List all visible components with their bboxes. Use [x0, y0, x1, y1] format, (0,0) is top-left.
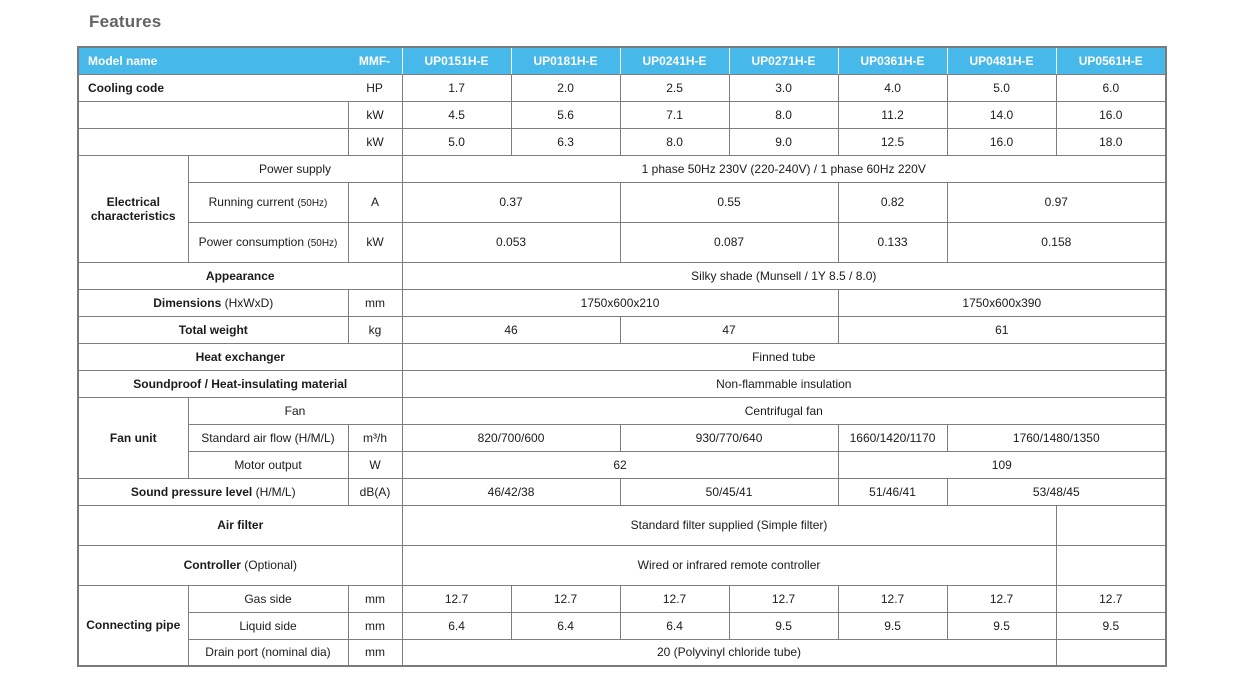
- sound-pressure-value: 46/42/38: [402, 478, 620, 505]
- soundproof-label: Soundproof / Heat-insulating material: [78, 370, 402, 397]
- sound-pressure-value: 51/46/41: [838, 478, 947, 505]
- dimensions-label-cell: [78, 289, 348, 316]
- sound-pressure-note: (H/M/L): [255, 484, 296, 499]
- cooling-code-label-cell: [78, 74, 402, 101]
- heating-capacity-value: 18.0: [1056, 128, 1166, 155]
- model-header-1: UP0181H-E: [511, 47, 620, 74]
- power-consumption-label: Power consumption: [198, 235, 305, 249]
- air-flow-value: 1660/1420/1170: [838, 424, 947, 451]
- total-weight-value: 47: [620, 316, 838, 343]
- running-current-label: Running current: [208, 195, 295, 209]
- air-flow-value: 820/700/600: [402, 424, 620, 451]
- cooling-code-value: 5.0: [947, 74, 1056, 101]
- heating-capacity-value: 16.0: [947, 128, 1056, 155]
- row-motor-output: [78, 451, 1166, 478]
- heat-exchanger-value: Finned tube: [402, 343, 1166, 370]
- liquid-side-label: Liquid side: [188, 612, 348, 639]
- fan-label: Fan: [188, 397, 402, 424]
- heating-capacity-unit: kW: [348, 128, 402, 155]
- gas-side-value: 12.7: [1056, 585, 1166, 612]
- row-liquid-side: [78, 612, 1166, 639]
- gas-side-value: 12.7: [511, 585, 620, 612]
- heating-capacity-label: Heating capacity: [78, 128, 348, 155]
- air-flow-label: Standard air flow (H/M/L): [188, 424, 348, 451]
- model-header-5: UP0481H-E: [947, 47, 1056, 74]
- heating-capacity-value: 9.0: [729, 128, 838, 155]
- cooling-capacity-unit: kW: [348, 101, 402, 128]
- sound-pressure-label: Sound pressure level: [130, 484, 253, 499]
- soundproof-value: Non-flammable insulation: [402, 370, 1166, 397]
- row-dimensions: [78, 289, 1166, 316]
- drain-port-empty-cell: [1056, 639, 1166, 666]
- running-current-unit: A: [348, 182, 402, 222]
- running-current-note: (50Hz): [297, 198, 328, 209]
- cooling-code-unit: HP: [366, 80, 383, 95]
- cooling-capacity-value: 14.0: [947, 101, 1056, 128]
- model-name-label: Model name: [88, 53, 158, 68]
- model-name-header-cell: [78, 47, 402, 74]
- cooling-capacity-value: 8.0: [729, 101, 838, 128]
- total-weight-value: 46: [402, 316, 620, 343]
- sound-pressure-value: 50/45/41: [620, 478, 838, 505]
- row-cooling-code: [78, 74, 1166, 101]
- heating-capacity-value: 5.0: [402, 128, 511, 155]
- row-drain-port: [78, 639, 1166, 666]
- row-appearance: [78, 262, 1166, 289]
- gas-side-unit: mm: [348, 585, 402, 612]
- cooling-capacity-value: 4.5: [402, 101, 511, 128]
- running-current-value: 0.55: [620, 182, 838, 222]
- sound-pressure-value: 53/48/45: [947, 478, 1166, 505]
- motor-output-value: 109: [838, 451, 1166, 478]
- model-header-6: UP0561H-E: [1056, 47, 1166, 74]
- row-cooling-capacity: [78, 101, 1166, 128]
- gas-side-value: 12.7: [402, 585, 511, 612]
- sound-pressure-label-cell: [78, 478, 348, 505]
- drain-port-value: 20 (Polyvinyl chloride tube): [402, 639, 1056, 666]
- cooling-code-value: 4.0: [838, 74, 947, 101]
- power-consumption-note: (50Hz): [307, 238, 338, 249]
- motor-output-label: Motor output: [188, 451, 348, 478]
- drain-port-unit: mm: [348, 639, 402, 666]
- dimensions-note: (HxWxD): [224, 295, 274, 310]
- heating-capacity-value: 8.0: [620, 128, 729, 155]
- cooling-code-value: 3.0: [729, 74, 838, 101]
- air-filter-empty-cell: [1056, 505, 1166, 545]
- row-controller: [78, 545, 1166, 585]
- cooling-capacity-value: 11.2: [838, 101, 947, 128]
- power-consumption-unit: kW: [348, 222, 402, 262]
- connecting-pipe-group-label: Connecting pipe: [78, 585, 188, 666]
- row-model-name: [78, 47, 1166, 74]
- liquid-side-value: 6.4: [511, 612, 620, 639]
- gas-side-value: 12.7: [838, 585, 947, 612]
- model-unit-prefix: MMF-: [358, 53, 391, 68]
- heating-capacity-value: 12.5: [838, 128, 947, 155]
- liquid-side-value: 9.5: [1056, 612, 1166, 639]
- power-consumption-value: 0.158: [947, 222, 1166, 262]
- row-air-filter: [78, 505, 1166, 545]
- controller-label: Controller: [183, 558, 241, 572]
- row-gas-side: [78, 585, 1166, 612]
- running-current-value: 0.97: [947, 182, 1166, 222]
- cooling-code-value: 6.0: [1056, 74, 1166, 101]
- cooling-code-value: 2.5: [620, 74, 729, 101]
- total-weight-value: 61: [838, 316, 1166, 343]
- controller-label-cell: [78, 545, 402, 585]
- controller-empty-cell: [1056, 545, 1166, 585]
- liquid-side-value: 6.4: [402, 612, 511, 639]
- dimensions-label: Dimensions: [153, 295, 222, 310]
- model-header-3: UP0271H-E: [729, 47, 838, 74]
- power-supply-label: Power supply: [188, 155, 402, 182]
- cooling-capacity-value: 7.1: [620, 101, 729, 128]
- heating-capacity-value: 6.3: [511, 128, 620, 155]
- total-weight-label: Total weight: [78, 316, 348, 343]
- running-current-value: 0.82: [838, 182, 947, 222]
- row-air-flow: [78, 424, 1166, 451]
- power-consumption-value: 0.087: [620, 222, 838, 262]
- power-consumption-label-cell: [188, 222, 348, 262]
- drain-port-label: Drain port (nominal dia): [188, 639, 348, 666]
- controller-note: (Optional): [244, 558, 297, 572]
- air-flow-value: 930/770/640: [620, 424, 838, 451]
- running-current-value: 0.37: [402, 182, 620, 222]
- air-flow-value: 1760/1480/1350: [947, 424, 1166, 451]
- running-current-label-cell: [188, 182, 348, 222]
- gas-side-value: 12.7: [620, 585, 729, 612]
- dimensions-unit: mm: [348, 289, 402, 316]
- model-header-2: UP0241H-E: [620, 47, 729, 74]
- gas-side-label: Gas side: [188, 585, 348, 612]
- row-soundproof: [78, 370, 1166, 397]
- row-sound-pressure: [78, 478, 1166, 505]
- electrical-group-label: Electrical characteristics: [78, 155, 188, 262]
- liquid-side-value: 9.5: [729, 612, 838, 639]
- total-weight-unit: kg: [348, 316, 402, 343]
- row-fan: [78, 397, 1166, 424]
- dimensions-value: 1750x600x390: [838, 289, 1166, 316]
- cooling-code-label: Cooling code: [88, 80, 164, 95]
- liquid-side-unit: mm: [348, 612, 402, 639]
- power-supply-value: 1 phase 50Hz 230V (220-240V) / 1 phase 60Hz 220V: [402, 155, 1166, 182]
- page-title: Features: [89, 12, 162, 31]
- cooling-code-value: 2.0: [511, 74, 620, 101]
- power-consumption-value: 0.133: [838, 222, 947, 262]
- air-flow-unit: m³/h: [348, 424, 402, 451]
- heat-exchanger-label: Heat exchanger: [78, 343, 402, 370]
- cooling-capacity-label: Cooling capacity: [78, 101, 348, 128]
- model-header-4: UP0361H-E: [838, 47, 947, 74]
- motor-output-value: 62: [402, 451, 838, 478]
- appearance-label: Appearance: [78, 262, 402, 289]
- gas-side-value: 12.7: [947, 585, 1056, 612]
- fan-unit-group-label: Fan unit: [78, 397, 188, 478]
- cooling-capacity-value: 16.0: [1056, 101, 1166, 128]
- liquid-side-value: 6.4: [620, 612, 729, 639]
- row-running-current: [78, 182, 1166, 222]
- sound-pressure-unit: dB(A): [348, 478, 402, 505]
- cooling-capacity-value: 5.6: [511, 101, 620, 128]
- air-filter-value: Standard filter supplied (Simple filter): [402, 505, 1056, 545]
- gas-side-value: 12.7: [729, 585, 838, 612]
- liquid-side-value: 9.5: [838, 612, 947, 639]
- appearance-value: Silky shade (Munsell / 1Y 8.5 / 8.0): [402, 262, 1166, 289]
- dimensions-value: 1750x600x210: [402, 289, 838, 316]
- row-power-consumption: [78, 222, 1166, 262]
- row-heat-exchanger: [78, 343, 1166, 370]
- fan-value: Centrifugal fan: [402, 397, 1166, 424]
- row-power-supply: [78, 155, 1166, 182]
- model-header-0: UP0151H-E: [402, 47, 511, 74]
- air-filter-label: Air filter: [78, 505, 402, 545]
- liquid-side-value: 9.5: [947, 612, 1056, 639]
- cooling-code-value: 1.7: [402, 74, 511, 101]
- row-total-weight: [78, 316, 1166, 343]
- power-consumption-value: 0.053: [402, 222, 620, 262]
- controller-value: Wired or infrared remote controller: [402, 545, 1056, 585]
- spec-table: [77, 46, 1167, 667]
- motor-output-unit: W: [348, 451, 402, 478]
- row-heating-capacity: [78, 128, 1166, 155]
